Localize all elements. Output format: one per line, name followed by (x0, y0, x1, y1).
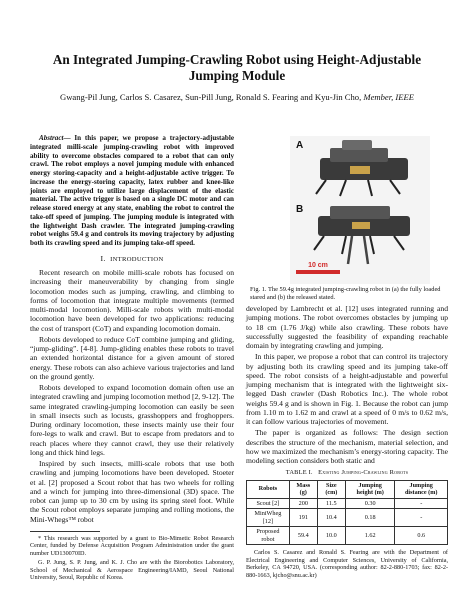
robots-comparison-table (246, 480, 448, 546)
footnote: * This research was supported by a grant to Bio-Mimetic Robot Research Center, funded by Defense Acquisition Program Administration under the grant number UD130070ID. (30, 534, 234, 557)
author-membership: Member, IEEE (363, 92, 414, 102)
robot-figure (290, 136, 430, 284)
body-paragraph: The paper is organized as follows: The design section describes the structure of the mechanism, material selection, and how we maximized the mechanism’s energy-storing capacity. The modeling section considers both static and (246, 428, 448, 465)
figure-caption: Fig. 1. The 59.4g integrated jumping-crawling robot in (a) the fully loaded stared and (b) the released stated. (250, 286, 441, 301)
intro-paragraph: Recent research on mobile milli-scale robots has focused on increasing their maneuverability by changing from single locomotion modes such as jumping, crawling, and climbing to forms of locomotion that integrate multiple movements (termed multi-modal locomotion). Milli-scale robots with multi-modal locomotion have been developed for two applications: reducing the cost of transport (CoT) and expanding locomotion domain. (30, 268, 234, 333)
panel-label-b: B (296, 204, 304, 215)
left-column (30, 134, 234, 584)
table-caption: TABLE I. Existing Jumping-Crawling Robots (285, 469, 409, 477)
abstract-text: — In this paper, we propose a trajectory-adjustable integrated milli-scale jumping-crawling robot with improved ability to overcome obstacles compared to a robot that can only crawl. The robot employs a novel jumping module with enhanced energy storing-capacity and a height-adjustable active trigger. To increase the energy-storing capacity, latex rubber and knee-like joints are employed to utilize large displacement of the elastic material. The active trigger is based on a single DC motor and can release stored energy at any state, enabling the robot to control the take-off speed of jumping. The jumping module is integrated with the lightweight Dash crawler. The integrated jumping-crawling robot weighs 59.4 g and controls its moving trajectory by adjusting both its crawling speed and its jumping take-off speed. (30, 134, 234, 247)
panel-label-a: A (296, 140, 304, 151)
footnote-divider (30, 531, 100, 532)
scale-bar (296, 270, 340, 274)
intro-paragraph: Robots developed to reduce CoT combine jumping and gliding, “jump-gliding”. [4-8]. Jump-gliding enables these robots to travel an extended horizontal distance for a given amount of stored energy. These robots can also achieve various trajectories and land on the ground gently. (30, 334, 234, 381)
intro-paragraph: Robots developed to expand locomotion domain often use an integrated crawling and jumping locomotion method [2, 9-12]. The same integrated crawling-jumping locomotion can easily be seen in small insects such as locusts, grasshoppers and froghoppers. During ordinary locomotion, these insects mainly use their four fore-legs to walk and crawl. But to escape from predators and to reach places where they cannot crawl, they use their relatively long and thick hind legs. (30, 383, 235, 457)
section-heading-introduction: I. INTRODUCTION (100, 253, 164, 263)
intro-paragraph: Inspired by such insects, milli-scale robots that use both crawling and jumping locomotions have been developed. Stoeter et al. [2] proposed a Scout robot that has two wheels for rolling and a winch for jumping into three-dimensional (3D) space. The robot can jump up to 30 cm by using its spring steel foot. While the Scout robot employs separate jumping and rolling motions, the Mini-Whegs™ robot (30, 459, 234, 524)
abstract (30, 134, 234, 248)
body-paragraph: developed by Lambrecht et al. [12] uses integrated running and jumping motions. The robot overcomes obstacles by jumping up to 18 cm (1.76 J/kg) while also crawling. These robots have successfully suggested the feasibility of expanding reachable domain by integrating crawling and jumping. (246, 304, 448, 350)
table-row: Proposed robot 59.4 10.0 1.62 0.6 (247, 527, 448, 545)
paper-title: An Integrated Jumping-Crawling Robot using Height-Adjustable Jumping Module (52, 52, 422, 83)
table-header-row: Robots Mass (g) Size (cm) Jumping height (m) Jumping distance (m) (247, 480, 448, 498)
right-column (246, 304, 448, 581)
scale-bar-label: 10 cm (308, 262, 328, 269)
right-footnote: Carlos S. Casarez and Ronald S. Fearing are with the Department of Electrical Engineering and Computer Sciences, University of California, Berkeley, CA 94720, USA. (corresponding author: 82-2-880-1703; fax: 82-2-880-1663, kjcho@snu.ac.kr) (246, 549, 448, 579)
author-list (36, 92, 438, 103)
table-row: MiniWheg [12] 191 10.4 0.18 - (247, 509, 448, 527)
body-paragraph: In this paper, we propose a robot that can control its trajectory by adjusting both its crawling speed and its jumping take-off speed. The robot consists of a height-adjustable and powerful jumping mechanism that is integrated with the lightweight six-legged Dash crawler (Dash Robotics Inc.). The whole robot weighs 59.4 g and is shown in Fig. 1. Because the robot can jump from 1.10 m to 1.62 m and crawl at a speed of 0 m/s to 0.62 m/s, it can follow various trajectories of movement. (246, 352, 448, 426)
robot-photo-illustration (290, 136, 430, 284)
table-row: Scout [2] 200 11.5 0.30 - (247, 498, 448, 509)
abstract-label: Abstract (39, 134, 64, 142)
footnotes (30, 535, 234, 582)
footnote: G. P. Jung, S. P. Jung, and K. J. Cho are with the Biorobotics Laboratory, School of Mechanical & Aerospace Engineering/IAMD, Seoul National University, Seoul, Republic of Korea. (30, 559, 234, 582)
author-names: Gwang-Pil Jung, Carlos S. Casarez, Sun-Pill Jung, Ronald S. Fearing and Kyu-Jin Cho, (60, 92, 362, 102)
